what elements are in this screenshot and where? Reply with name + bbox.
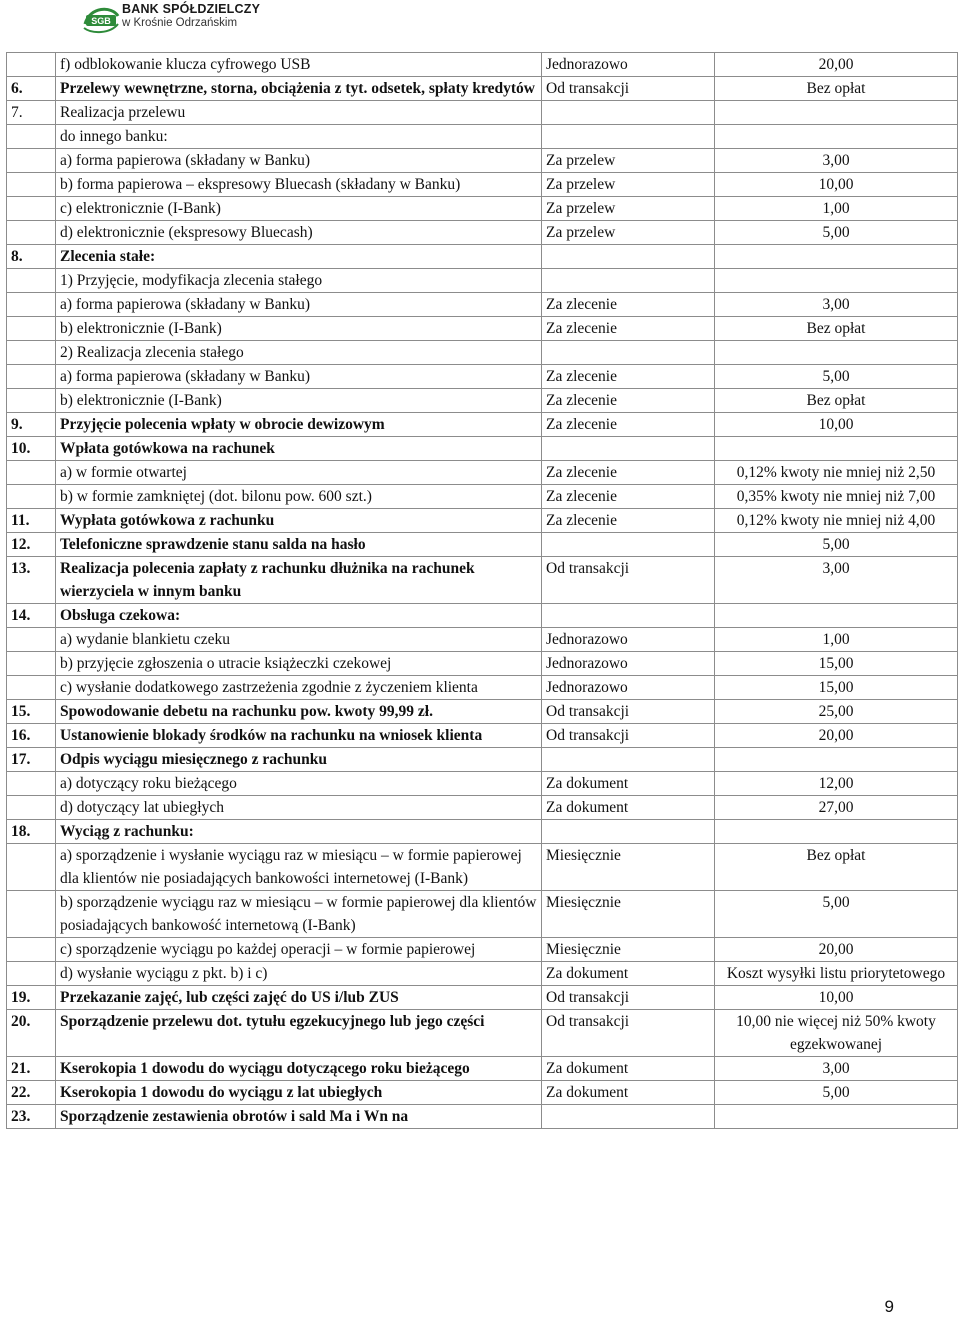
row-fee bbox=[715, 245, 958, 269]
row-description: b) elektronicznie (I-Bank) bbox=[56, 317, 542, 341]
table-row bbox=[7, 962, 958, 986]
table-row bbox=[7, 365, 958, 389]
row-charge-basis: Od transakcji bbox=[542, 724, 715, 748]
row-number bbox=[7, 891, 56, 938]
row-fee bbox=[715, 101, 958, 125]
table-row bbox=[7, 604, 958, 628]
row-fee: 5,00 bbox=[715, 891, 958, 938]
row-fee: 20,00 bbox=[715, 53, 958, 77]
row-description: d) wysłanie wyciągu z pkt. b) i c) bbox=[56, 962, 542, 986]
row-description: Sporządzenie przelewu dot. tytułu egzekucyjnego lub jego części bbox=[56, 1010, 542, 1057]
row-description: b) sporządzenie wyciągu raz w miesiącu – w formie papierowej dla klientów posiadających bankowość internetową (I-Bank) bbox=[56, 891, 542, 938]
row-description: Kserokopia 1 dowodu do wyciągu z lat ubiegłych bbox=[56, 1081, 542, 1105]
row-charge-basis bbox=[542, 1105, 715, 1129]
row-charge-basis: Od transakcji bbox=[542, 557, 715, 604]
row-description: f) odblokowanie klucza cyfrowego USB bbox=[56, 53, 542, 77]
table-row bbox=[7, 53, 958, 77]
sgb-logo-icon bbox=[82, 4, 120, 34]
row-charge-basis: Od transakcji bbox=[542, 77, 715, 101]
row-number: 19. bbox=[7, 986, 56, 1010]
row-description: b) w formie zamkniętej (dot. bilonu pow. 600 szt.) bbox=[56, 485, 542, 509]
row-charge-basis bbox=[542, 125, 715, 149]
table-row bbox=[7, 269, 958, 293]
row-fee: 3,00 bbox=[715, 1057, 958, 1081]
row-charge-basis: Za dokument bbox=[542, 796, 715, 820]
table-row bbox=[7, 724, 958, 748]
svg-text:SGB: SGB bbox=[91, 16, 111, 26]
table-row bbox=[7, 197, 958, 221]
row-charge-basis: Za zlecenie bbox=[542, 317, 715, 341]
row-description: Realizacja polecenia zapłaty z rachunku dłużnika na rachunek wierzyciela w innym banku bbox=[56, 557, 542, 604]
fee-table-body bbox=[7, 53, 958, 1129]
row-description: Wypłata gotówkowa z rachunku bbox=[56, 509, 542, 533]
table-row bbox=[7, 101, 958, 125]
row-description: Zlecenia stałe: bbox=[56, 245, 542, 269]
row-charge-basis: Za zlecenie bbox=[542, 389, 715, 413]
row-description: Kserokopia 1 dowodu do wyciągu dotyczącego roku bieżącego bbox=[56, 1057, 542, 1081]
row-fee: 10,00 bbox=[715, 173, 958, 197]
row-number bbox=[7, 149, 56, 173]
row-fee: 5,00 bbox=[715, 365, 958, 389]
row-description: Spowodowanie debetu na rachunku pow. kwoty 99,99 zł. bbox=[56, 700, 542, 724]
row-fee: 3,00 bbox=[715, 557, 958, 604]
row-description: Wyciąg z rachunku: bbox=[56, 820, 542, 844]
row-charge-basis: Za przelew bbox=[542, 221, 715, 245]
table-row bbox=[7, 173, 958, 197]
row-number bbox=[7, 125, 56, 149]
table-row bbox=[7, 820, 958, 844]
row-description: do innego banku: bbox=[56, 125, 542, 149]
row-fee: 0,35% kwoty nie mniej niż 7,00 bbox=[715, 485, 958, 509]
row-fee: 3,00 bbox=[715, 293, 958, 317]
row-number bbox=[7, 53, 56, 77]
row-number: 13. bbox=[7, 557, 56, 604]
row-description: b) forma papierowa – ekspresowy Bluecash (składany w Banku) bbox=[56, 173, 542, 197]
row-fee: 20,00 bbox=[715, 938, 958, 962]
table-row bbox=[7, 628, 958, 652]
row-fee bbox=[715, 1105, 958, 1129]
row-number: 17. bbox=[7, 748, 56, 772]
row-fee: Koszt wysyłki listu priorytetowego bbox=[715, 962, 958, 986]
row-description: d) dotyczący lat ubiegłych bbox=[56, 796, 542, 820]
row-charge-basis: Jednorazowo bbox=[542, 628, 715, 652]
table-row bbox=[7, 485, 958, 509]
row-number bbox=[7, 962, 56, 986]
table-row bbox=[7, 557, 958, 604]
row-charge-basis bbox=[542, 269, 715, 293]
row-charge-basis: Za dokument bbox=[542, 772, 715, 796]
row-number: 18. bbox=[7, 820, 56, 844]
row-number bbox=[7, 365, 56, 389]
row-fee: 10,00 bbox=[715, 413, 958, 437]
table-row bbox=[7, 125, 958, 149]
row-description: Realizacja przelewu bbox=[56, 101, 542, 125]
row-charge-basis: Za przelew bbox=[542, 173, 715, 197]
row-charge-basis: Za zlecenie bbox=[542, 413, 715, 437]
row-charge-basis bbox=[542, 748, 715, 772]
row-description: Ustanowienie blokady środków na rachunku na wniosek klienta bbox=[56, 724, 542, 748]
row-number: 23. bbox=[7, 1105, 56, 1129]
row-number bbox=[7, 173, 56, 197]
row-fee: 10,00 nie więcej niż 50% kwoty egzekwowanej bbox=[715, 1010, 958, 1057]
row-description: b) elektronicznie (I-Bank) bbox=[56, 389, 542, 413]
row-charge-basis: Za przelew bbox=[542, 197, 715, 221]
row-charge-basis: Za dokument bbox=[542, 1081, 715, 1105]
table-row bbox=[7, 1081, 958, 1105]
table-row bbox=[7, 986, 958, 1010]
row-number bbox=[7, 796, 56, 820]
row-number: 15. bbox=[7, 700, 56, 724]
row-number: 14. bbox=[7, 604, 56, 628]
table-row bbox=[7, 437, 958, 461]
row-fee: 0,12% kwoty nie mniej niż 2,50 bbox=[715, 461, 958, 485]
row-charge-basis bbox=[542, 604, 715, 628]
row-number: 10. bbox=[7, 437, 56, 461]
row-number bbox=[7, 628, 56, 652]
row-description: a) forma papierowa (składany w Banku) bbox=[56, 149, 542, 173]
row-number bbox=[7, 269, 56, 293]
row-fee: 3,00 bbox=[715, 149, 958, 173]
table-row bbox=[7, 700, 958, 724]
row-number: 11. bbox=[7, 509, 56, 533]
table-row bbox=[7, 461, 958, 485]
row-fee: Bez opłat bbox=[715, 77, 958, 101]
row-charge-basis: Miesięcznie bbox=[542, 844, 715, 891]
row-description: c) wysłanie dodatkowego zastrzeżenia zgodnie z życzeniem klienta bbox=[56, 676, 542, 700]
row-charge-basis: Od transakcji bbox=[542, 700, 715, 724]
row-fee: 5,00 bbox=[715, 1081, 958, 1105]
row-description: Obsługa czekowa: bbox=[56, 604, 542, 628]
row-charge-basis bbox=[542, 101, 715, 125]
table-row bbox=[7, 509, 958, 533]
row-number: 9. bbox=[7, 413, 56, 437]
row-fee bbox=[715, 604, 958, 628]
row-charge-basis: Jednorazowo bbox=[542, 676, 715, 700]
row-description: Przelewy wewnętrzne, storna, obciążenia z tyt. odsetek, spłaty kredytów bbox=[56, 77, 542, 101]
table-row bbox=[7, 796, 958, 820]
row-charge-basis bbox=[542, 533, 715, 557]
row-description: a) dotyczący roku bieżącego bbox=[56, 772, 542, 796]
row-fee bbox=[715, 341, 958, 365]
table-row bbox=[7, 652, 958, 676]
table-row bbox=[7, 891, 958, 938]
fee-table bbox=[6, 52, 958, 1129]
row-number: 21. bbox=[7, 1057, 56, 1081]
row-number bbox=[7, 317, 56, 341]
bank-city: w Krośnie Odrzańskim bbox=[122, 17, 238, 29]
row-charge-basis bbox=[542, 437, 715, 461]
table-row bbox=[7, 938, 958, 962]
row-fee: 0,12% kwoty nie mniej niż 4,00 bbox=[715, 509, 958, 533]
table-row bbox=[7, 1105, 958, 1129]
table-row bbox=[7, 341, 958, 365]
table-row bbox=[7, 533, 958, 557]
row-fee: Bez opłat bbox=[715, 389, 958, 413]
table-row bbox=[7, 389, 958, 413]
row-charge-basis: Za zlecenie bbox=[542, 293, 715, 317]
row-charge-basis bbox=[542, 341, 715, 365]
row-description: c) elektronicznie (I-Bank) bbox=[56, 197, 542, 221]
row-charge-basis bbox=[542, 245, 715, 269]
row-fee: 5,00 bbox=[715, 221, 958, 245]
table-row bbox=[7, 1010, 958, 1057]
row-description: b) przyjęcie zgłoszenia o utracie książeczki czekowej bbox=[56, 652, 542, 676]
row-description: Przyjęcie polecenia wpłaty w obrocie dewizowym bbox=[56, 413, 542, 437]
row-charge-basis: Od transakcji bbox=[542, 1010, 715, 1057]
row-number bbox=[7, 772, 56, 796]
row-fee: 5,00 bbox=[715, 533, 958, 557]
table-row bbox=[7, 245, 958, 269]
row-charge-basis: Miesięcznie bbox=[542, 938, 715, 962]
row-charge-basis: Za zlecenie bbox=[542, 485, 715, 509]
table-row bbox=[7, 293, 958, 317]
row-number bbox=[7, 461, 56, 485]
row-fee: 10,00 bbox=[715, 986, 958, 1010]
page-number: 9 bbox=[884, 1297, 894, 1316]
row-charge-basis: Od transakcji bbox=[542, 986, 715, 1010]
row-number bbox=[7, 197, 56, 221]
row-fee bbox=[715, 437, 958, 461]
row-fee: 15,00 bbox=[715, 652, 958, 676]
row-description: a) forma papierowa (składany w Banku) bbox=[56, 293, 542, 317]
row-number: 16. bbox=[7, 724, 56, 748]
row-description: Wpłata gotówkowa na rachunek bbox=[56, 437, 542, 461]
bank-name: BANK SPÓŁDZIELCZY bbox=[122, 2, 261, 16]
row-fee: Bez opłat bbox=[715, 317, 958, 341]
row-fee: Bez opłat bbox=[715, 844, 958, 891]
row-fee bbox=[715, 820, 958, 844]
row-charge-basis: Jednorazowo bbox=[542, 53, 715, 77]
row-description: Odpis wyciągu miesięcznego z rachunku bbox=[56, 748, 542, 772]
row-fee: 27,00 bbox=[715, 796, 958, 820]
table-row bbox=[7, 77, 958, 101]
table-row bbox=[7, 676, 958, 700]
row-description: 1) Przyjęcie, modyfikacja zlecenia stałego bbox=[56, 269, 542, 293]
row-fee bbox=[715, 269, 958, 293]
row-fee bbox=[715, 125, 958, 149]
table-row bbox=[7, 844, 958, 891]
row-number: 7. bbox=[7, 101, 56, 125]
row-description: d) elektronicznie (ekspresowy Bluecash) bbox=[56, 221, 542, 245]
row-number bbox=[7, 844, 56, 891]
row-description: a) sporządzenie i wysłanie wyciągu raz w miesiącu – w formie papierowej dla klientów nie posiadających bankowości internetowej (I-Bank) bbox=[56, 844, 542, 891]
row-charge-basis: Za dokument bbox=[542, 962, 715, 986]
row-fee: 20,00 bbox=[715, 724, 958, 748]
row-fee: 12,00 bbox=[715, 772, 958, 796]
table-row bbox=[7, 748, 958, 772]
row-charge-basis: Za zlecenie bbox=[542, 365, 715, 389]
row-description: Telefoniczne sprawdzenie stanu salda na hasło bbox=[56, 533, 542, 557]
row-number bbox=[7, 938, 56, 962]
row-number: 12. bbox=[7, 533, 56, 557]
row-charge-basis bbox=[542, 820, 715, 844]
row-number: 8. bbox=[7, 245, 56, 269]
row-charge-basis: Za zlecenie bbox=[542, 461, 715, 485]
row-number bbox=[7, 221, 56, 245]
row-charge-basis: Za zlecenie bbox=[542, 509, 715, 533]
row-charge-basis: Za przelew bbox=[542, 149, 715, 173]
row-description: Sporządzenie zestawienia obrotów i sald Ma i Wn na bbox=[56, 1105, 542, 1129]
table-row bbox=[7, 413, 958, 437]
row-number bbox=[7, 389, 56, 413]
row-description: c) sporządzenie wyciągu po każdej operacji – w formie papierowej bbox=[56, 938, 542, 962]
row-fee: 25,00 bbox=[715, 700, 958, 724]
row-number bbox=[7, 676, 56, 700]
row-description: 2) Realizacja zlecenia stałego bbox=[56, 341, 542, 365]
table-row bbox=[7, 317, 958, 341]
row-number: 20. bbox=[7, 1010, 56, 1057]
table-row bbox=[7, 772, 958, 796]
row-number: 22. bbox=[7, 1081, 56, 1105]
row-number bbox=[7, 652, 56, 676]
row-fee: 1,00 bbox=[715, 197, 958, 221]
row-charge-basis: Miesięcznie bbox=[542, 891, 715, 938]
row-fee: 15,00 bbox=[715, 676, 958, 700]
row-charge-basis: Jednorazowo bbox=[542, 652, 715, 676]
table-row bbox=[7, 149, 958, 173]
row-charge-basis: Za dokument bbox=[542, 1057, 715, 1081]
row-number: 6. bbox=[7, 77, 56, 101]
row-number bbox=[7, 293, 56, 317]
row-number bbox=[7, 485, 56, 509]
bank-logo bbox=[82, 2, 342, 36]
row-description: a) w formie otwartej bbox=[56, 461, 542, 485]
row-number bbox=[7, 341, 56, 365]
row-fee: 1,00 bbox=[715, 628, 958, 652]
row-fee bbox=[715, 748, 958, 772]
table-row bbox=[7, 221, 958, 245]
row-description: a) forma papierowa (składany w Banku) bbox=[56, 365, 542, 389]
table-row bbox=[7, 1057, 958, 1081]
row-description: Przekazanie zajęć, lub części zajęć do US i/lub ZUS bbox=[56, 986, 542, 1010]
row-description: a) wydanie blankietu czeku bbox=[56, 628, 542, 652]
